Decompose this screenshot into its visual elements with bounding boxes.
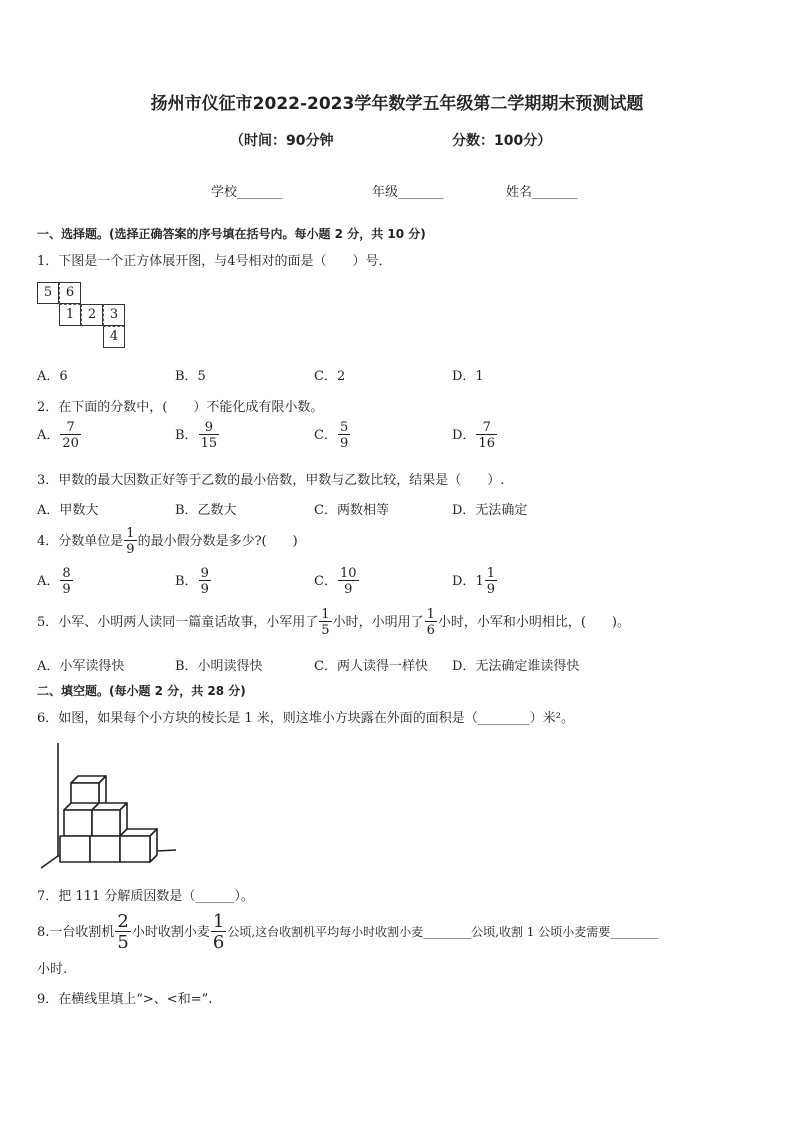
question-5-part: 5．小军、小明两人读同一篇童话故事，小军用了 <box>37 615 319 630</box>
option-label: D． <box>452 428 476 443</box>
question-5-option-a: A．小军读得快 <box>37 659 125 674</box>
fraction <box>60 421 81 450</box>
option-label: C． <box>314 574 337 589</box>
question-3-option-c: C．两数相等 <box>314 503 389 518</box>
question-4-option-b <box>175 567 212 596</box>
fraction <box>199 567 211 596</box>
option-label: A． <box>37 574 60 589</box>
question-2-text: 2．在下面的分数中，( ）不能化成有限小数。 <box>37 400 324 415</box>
numerator: 7 <box>476 421 497 435</box>
denominator: 9 <box>62 582 71 597</box>
fraction <box>338 567 359 596</box>
question-3-option-a: A．甲数大 <box>37 503 99 518</box>
question-7-text: 7．把 111 分解质因数是（______）。 <box>37 889 254 904</box>
page-title: 扬州市仪征市2022-2023学年数学五年级第二学期期末预测试题 <box>150 94 644 114</box>
question-4-suffix: 的最小假分数是多少?( ) <box>137 534 298 549</box>
question-4-option-d <box>452 567 498 596</box>
question-3-option-d: D．无法确定 <box>452 503 528 518</box>
option-label: C． <box>314 428 337 443</box>
cube-face <box>64 810 92 836</box>
question-5-option-b: B．小明读得快 <box>175 659 263 674</box>
denominator: 9 <box>339 436 349 451</box>
numerator: 10 <box>339 566 357 581</box>
fraction <box>319 608 331 637</box>
denominator: 15 <box>200 436 218 451</box>
question-2-option-c <box>314 421 351 450</box>
denominator: 9 <box>200 582 209 597</box>
numerator: 8 <box>62 566 71 581</box>
fraction <box>425 608 437 637</box>
numerator: 9 <box>199 421 220 435</box>
numerator: 1 <box>426 607 435 622</box>
question-3-option-b: B．乙数大 <box>175 503 237 518</box>
question-5-part: 小时，小明用了 <box>332 615 424 630</box>
cube-face <box>90 836 120 862</box>
fraction <box>124 527 136 556</box>
cube-stack-figure <box>36 738 186 873</box>
fraction <box>485 567 497 596</box>
option-label: D． <box>452 574 476 589</box>
question-2-option-b <box>175 421 220 450</box>
fraction <box>338 421 350 450</box>
denominator: 6 <box>212 932 225 953</box>
denominator: 20 <box>62 436 79 451</box>
numerator: 1 <box>321 607 330 622</box>
numerator: 5 <box>339 420 349 435</box>
question-3-text: 3．甲数的最大因数正好等于乙数的最小倍数，甲数与乙数比较，结果是（ ）. <box>37 473 505 488</box>
question-8-part: 小时收割小麦 <box>131 925 210 940</box>
section-heading-fill: 二、填空题。(每小题 2 分，共 28 分) <box>37 684 246 698</box>
numerator: 7 <box>60 421 81 435</box>
numerator: 2 <box>117 911 129 932</box>
denominator: 9 <box>126 542 135 557</box>
numerator: 1 <box>212 911 225 932</box>
denominator: 5 <box>117 932 129 953</box>
net-face: 2 <box>81 304 103 326</box>
cube-face <box>92 810 120 836</box>
question-8-text <box>37 913 658 952</box>
denominator: 9 <box>486 582 495 597</box>
question-5-text <box>37 608 630 637</box>
question-8-line2: 小时. <box>37 962 68 977</box>
question-2-option-a <box>37 421 82 450</box>
numerator: 1 <box>486 566 495 581</box>
fraction <box>199 421 220 450</box>
fraction <box>115 913 130 952</box>
question-1-option-d: D．1 <box>452 369 484 384</box>
fraction <box>60 567 72 596</box>
exam-time: （时间：90分钟 <box>230 133 334 149</box>
option-label: B． <box>175 574 198 589</box>
numerator: 1 <box>126 526 135 541</box>
question-6-text: 6．如图，如果每个小方块的棱长是 1 米，则这堆小方块露在外面的面积是（________）米²。 <box>37 711 575 726</box>
question-1-option-b: B．5 <box>175 369 206 384</box>
grade-field: 年级_______ <box>372 185 444 200</box>
option-label: B． <box>175 428 198 443</box>
question-1-option-a: A．6 <box>37 369 68 384</box>
cube-face <box>150 829 157 862</box>
school-field: 学校_______ <box>211 185 283 200</box>
section-heading-choice: 一、选择题。(选择正确答案的序号填在括号内。每小题 2 分，共 10 分) <box>37 227 426 241</box>
exam-score: 分数：100分） <box>452 133 552 149</box>
cube-face <box>120 836 150 862</box>
denominator: 6 <box>426 623 435 638</box>
question-5-part: 小时，小军和小明相比，( )。 <box>437 615 631 630</box>
question-1-text: 1．下图是一个正方体展开图，与4号相对的面是（ ）号． <box>37 254 392 269</box>
question-4-prefix: 4．分数单位是 <box>37 534 124 549</box>
question-4-option-c <box>314 567 360 596</box>
question-5-option-d: D．无法确定谁读得快 <box>452 659 580 674</box>
question-4-option-a <box>37 567 74 596</box>
question-8-part: 8.一台收割机 <box>37 925 115 940</box>
net-face: 5 <box>37 282 59 304</box>
fraction <box>211 913 226 952</box>
name-field: 姓名_______ <box>506 185 578 200</box>
question-2-option-d <box>452 421 498 450</box>
question-4-text <box>37 527 298 556</box>
whole-number: 1 <box>475 574 484 589</box>
question-9-text: 9．在横线里填上“>、<和=”. <box>37 992 213 1007</box>
question-8-part: 公顷,这台收割机平均每小时收割小麦________公顷,收割 1 公顷小麦需要________ <box>227 925 659 939</box>
net-face: 6 <box>59 282 81 304</box>
net-face: 1 <box>59 304 81 326</box>
numerator: 9 <box>200 566 209 581</box>
denominator: 5 <box>321 623 330 638</box>
wall-line <box>41 856 58 868</box>
denominator: 9 <box>344 582 353 597</box>
cube-face <box>60 836 90 862</box>
net-face: 4 <box>103 326 125 348</box>
question-5-option-c: C．两人读得一样快 <box>314 659 428 674</box>
denominator: 16 <box>478 436 495 451</box>
option-label: A． <box>37 428 60 443</box>
fraction <box>476 421 497 450</box>
question-1-option-c: C．2 <box>314 369 346 384</box>
net-face: 3 <box>103 304 125 326</box>
